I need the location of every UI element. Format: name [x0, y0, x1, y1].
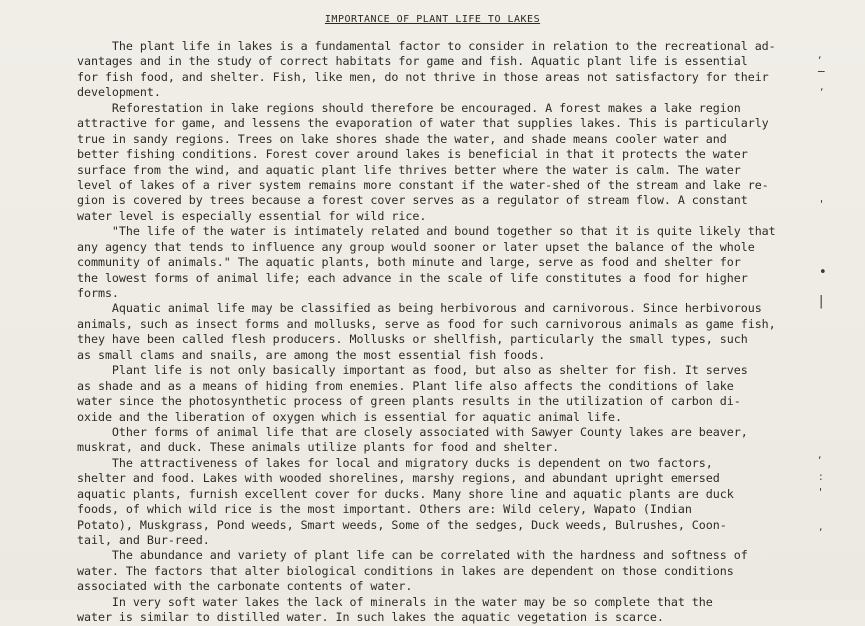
text-line: water is similar to distilled water. In such lakes the aquatic vegetation is scarce. — [77, 610, 664, 625]
text-line: In very soft water lakes the lack of minerals in the water may be so complete that the — [77, 594, 713, 609]
text-line: The abundance and variety of plant life can be correlated with the hardness and softness of — [77, 548, 748, 563]
text-line: animals, such as insect forms and mollusks, serve as food for such carnivorous animals as game fish, — [77, 316, 776, 331]
text-line: surface from the wind, and aquatic plant life thrives better where the water is calm. The water — [77, 162, 741, 177]
text-line: forms. — [77, 286, 119, 300]
text-line: aquatic plants, furnish excellent cover for ducks. Many shore line and aquatic plants are duck — [77, 486, 734, 501]
text-line: water. The factors that alter biological conditions in lakes are dependent on those conditions — [77, 563, 734, 578]
text-line: the lowest forms of animal life; each advance in the scale of life constitutes a food for higher — [77, 270, 748, 285]
text-line: Potato), Muskgrass, Pond weeds, Smart weeds, Some of the sedges, Duck weeds, Bulrushes, Coon- — [77, 517, 727, 532]
text-line: muskrat, and duck. These animals utilize plants for food and shelter. — [77, 440, 560, 455]
text-line: Reforestation in lake regions should therefore be encouraged. A forest makes a lake region — [77, 100, 741, 115]
text-line: water level is especially essential for wild rice. — [77, 208, 427, 223]
body-text — [77, 39, 777, 626]
text-line: The attractiveness of lakes for local and migratory ducks is dependent on two factors, — [77, 455, 713, 470]
margin-tick-icon: ' — [820, 198, 824, 211]
text-line: any agency that tends to influence any group would sooner or later upset the balance of the whole — [77, 239, 755, 254]
margin-tick-icon: | — [819, 294, 824, 309]
page-title: IMPORTANCE OF PLANT LIFE TO LAKES — [324, 14, 541, 25]
text-line: Plant life is not only basically important as food, but also as shelter for fish. It serves — [77, 363, 748, 378]
margin-tick-icon: ‾ — [818, 70, 825, 85]
text-line: development. — [77, 85, 161, 100]
text-line: water since the photosynthetic process of green plants results in the utilization of carbon di- — [77, 394, 741, 409]
text-line: The plant life in lakes is a fundamental factor to consider in relation to the recreational ad- — [77, 39, 776, 53]
margin-marks — [812, 0, 842, 600]
margin-tick-icon: ' — [819, 486, 823, 499]
margin-tick-icon: , — [818, 48, 822, 61]
text-line: Aquatic animal life may be classified as being herbivorous and carnivorous. Since herbivorous — [77, 301, 762, 316]
text-line: as shade and as a means of hiding from enemies. Plant life also affects the conditions of lake — [77, 378, 734, 393]
text-line: attractive for game, and lessens the evaporation of water that supplies lakes. This is particularly — [77, 116, 769, 131]
margin-tick-icon: ‘ — [820, 86, 824, 99]
text-line: true in sandy regions. Trees on lake shores shade the water, and shade means cooler water and — [77, 131, 727, 146]
text-line: vantages and in the study of correct habitats for game and fish. Aquatic plant life is essential — [77, 54, 748, 69]
text-line: tail, and Bur-reed. — [77, 533, 210, 547]
text-line: associated with the carbonate contents of water. — [77, 579, 413, 594]
text-line: as small clams and snails, are among the most essential fish foods. — [77, 347, 546, 362]
margin-tick-icon: • — [819, 265, 827, 280]
text-line: oxide and the liberation of oxygen which is essential for aquatic animal life. — [77, 409, 622, 424]
margin-tick-icon: , — [819, 520, 823, 533]
text-line: shelter and food. Lakes with wooded shorelines, marshy regions, and abundant upright emersed — [77, 471, 720, 486]
margin-tick-icon: , — [818, 448, 822, 461]
text-line: they have been called flesh producers. Mollusks or shellfish, particularly the small types, such — [77, 332, 748, 347]
text-line: community of animals." The aquatic plants, both minute and large, serve as food and shelter for — [77, 255, 741, 270]
text-line: "The life of the water is intimately related and bound together so that it is quite likely that — [77, 224, 776, 239]
text-line: gion is covered by trees because a forest cover serves as a regulator of stream flow. A constant — [77, 193, 748, 208]
text-line: foods, of which wild rice is the most important. Others are: Wild celery, Wapato (Indian — [77, 502, 692, 517]
margin-tick-icon: : — [819, 470, 823, 483]
text-line: Other forms of animal life that are closely associated with Sawyer County lakes are beaver, — [77, 424, 748, 439]
text-line: better fishing conditions. Forest cover around lakes is beneficial in that it protects the water — [77, 147, 748, 162]
text-line: level of lakes of a river system remains more constant if the water-shed of the stream and lake re- — [77, 177, 769, 192]
text-line: for fish food, and shelter. Fish, like men, do not thrive in those areas not satisfactory for their — [77, 69, 769, 84]
